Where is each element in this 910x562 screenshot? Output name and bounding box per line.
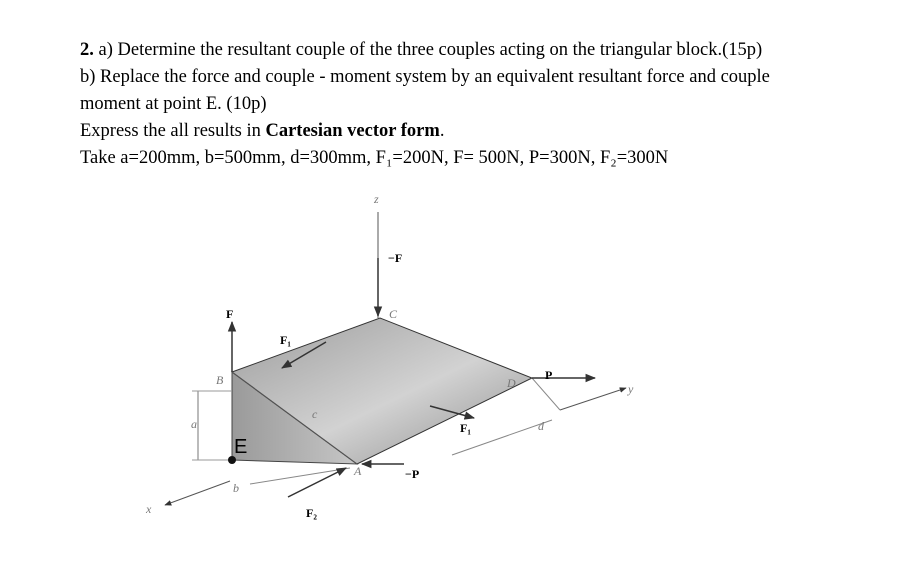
label-f1-right: F₁ [460,421,471,435]
label-a-point: A [354,464,362,478]
label-c-point: C [389,307,398,321]
label-a-dim: a [191,417,197,431]
label-z: z [374,192,379,206]
label-y: y [628,382,634,396]
part-b-line2: moment at point E. (10p) [80,94,267,114]
label-b-point: B [216,373,224,387]
dim-d-upper [532,378,560,410]
label-c-edge: c [312,407,318,421]
dim-b-line [250,468,350,484]
y-axis [560,388,626,410]
label-f2: F₂ [306,506,317,520]
problem-number: 2. [80,40,94,60]
label-f1-top: F₁ [280,333,291,347]
express-prefix: Express the all results in [80,121,266,141]
label-d-dim: d [538,419,544,433]
part-b-line1: b) Replace the force and couple - moment system by an equivalent resultant force and couple [80,67,770,87]
label-minus-p: −P [405,467,420,481]
given-values: Take a=200mm, b=500mm, d=300mm, F₁=200N, F= 500N, P=300N, F₂=300N [80,148,669,168]
x-axis [165,481,230,505]
label-d-point: D [507,376,516,390]
label-f-top: F [226,307,234,321]
force-f2-arrow [288,468,346,497]
label-b-dim: b [233,481,239,495]
label-p: P [545,368,553,382]
label-minus-f: −F [388,251,403,265]
express-suffix: . [439,121,445,141]
express-bold: Cartesian vector form [265,121,440,141]
label-x: x [146,502,152,516]
label-e-point: E [234,436,248,458]
part-a-text: a) Determine the resultant couple of the three couples acting on the triangular block.(15p) [93,40,763,60]
